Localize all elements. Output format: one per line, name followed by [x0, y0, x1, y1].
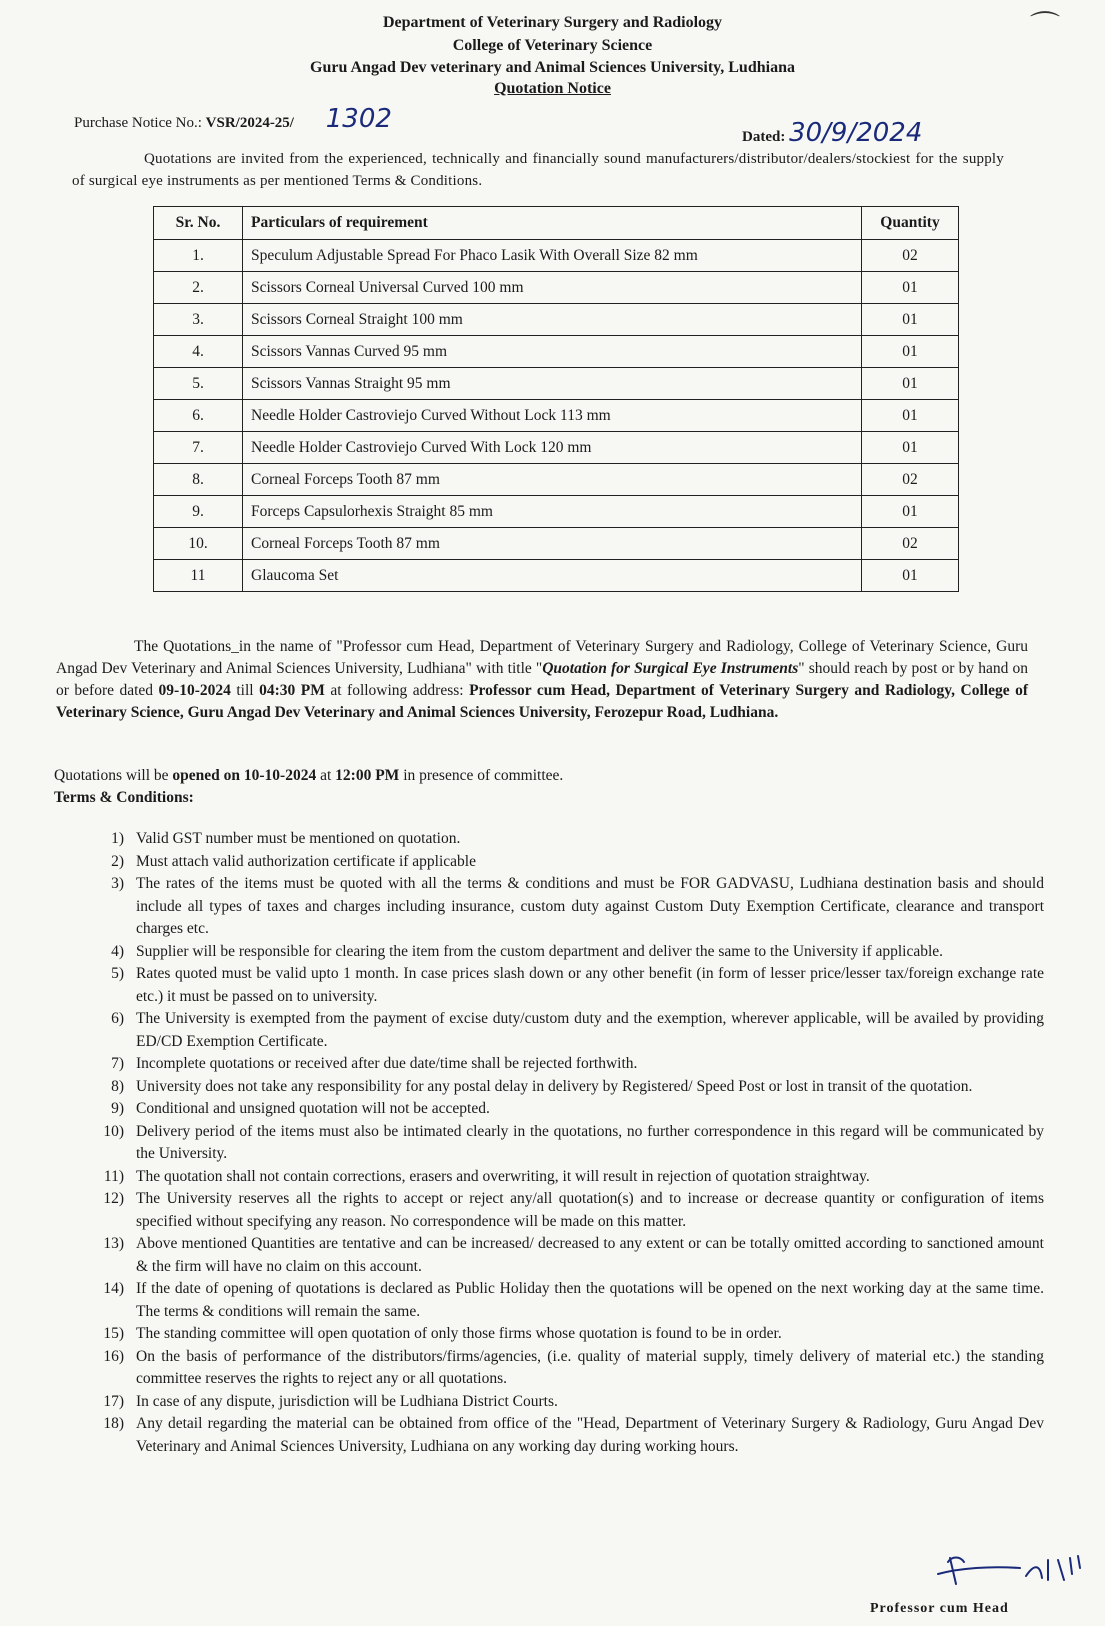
- term-text: Valid GST number must be mentioned on quotation.: [136, 830, 461, 847]
- term-text: The University is exempted from the payment of excise duty/custom duty and the exemption, wherever applicable, will be availed by providing ED/CD Exemption Certificate.: [136, 1010, 1044, 1050]
- row-qty: 01: [862, 560, 959, 592]
- term-text: Any detail regarding the material can be obtained from office of the "Head, Department of Veterinary Surgery & Radiology, Guru Angad Dev Veterinary and Animal Sciences University, Ludhiana on any working day during working hours.: [136, 1415, 1044, 1455]
- row-qty: 02: [862, 528, 959, 560]
- row-qty: 01: [862, 272, 959, 304]
- list-item: [80, 1413, 1044, 1458]
- term-number: 15): [103, 1325, 124, 1342]
- row-sr: 9.: [154, 496, 243, 528]
- purchase-notice-number: [74, 104, 392, 134]
- table-row: [154, 560, 959, 592]
- term-text: In case of any dispute, jurisdiction will be Ludhiana District Courts.: [136, 1392, 558, 1410]
- term-text: On the basis of performance of the distributors/firms/agencies, (i.e. quality of material supply, timely delivery of material etc.) the standing committee reserves the rights to reject any or all quotations.: [136, 1347, 1044, 1387]
- term-text: If the date of opening of quotations is declared as Public Holiday then the quotations will be opened on the next working day at the same time. The terms & conditions will remain the same.: [136, 1280, 1044, 1320]
- opening-pre: Quotations will be: [54, 767, 173, 784]
- term-number: 3): [111, 875, 124, 892]
- list-item: [80, 1166, 1044, 1189]
- notice-prefix: VSR/2024-25/: [205, 115, 294, 131]
- table-row: [154, 400, 959, 432]
- term-number: 12): [103, 1190, 124, 1207]
- opening-time: 12:00 PM: [335, 767, 400, 784]
- row-sr: 7.: [154, 432, 243, 464]
- table-row: [154, 304, 959, 336]
- intro-paragraph: [72, 148, 1004, 192]
- list-item: [80, 828, 1044, 851]
- row-item: Forceps Capsulorhexis Straight 85 mm: [243, 496, 862, 528]
- term-text: Conditional and unsigned quotation will not be accepted.: [136, 1100, 490, 1117]
- row-item: Corneal Forceps Tooth 87 mm: [243, 528, 862, 560]
- term-number: 14): [103, 1280, 124, 1297]
- row-sr: 1.: [154, 240, 243, 272]
- list-item: [80, 1076, 1044, 1099]
- deadline-time: 04:30 PM: [259, 682, 325, 699]
- term-number: 11): [103, 1167, 124, 1185]
- deadline-date: 09-10-2024: [158, 682, 231, 699]
- list-item: [80, 1053, 1044, 1076]
- term-text: The standing committee will open quotation of only those firms whose quotation is found to be in order.: [136, 1325, 782, 1342]
- term-number: 6): [111, 1010, 124, 1027]
- terms-heading: Terms & Conditions:: [54, 789, 194, 806]
- list-item: [80, 1008, 1044, 1053]
- university-name: Guru Angad Dev veterinary and Animal Sciences University, Ludhiana: [310, 59, 795, 76]
- opening-post: in presence of committee.: [399, 767, 564, 784]
- term-text: Delivery period of the items must also be intimated clearly in the quotations, no further correspondence in this regard will be communicated by the University.: [136, 1122, 1044, 1162]
- submission-address: Professor cum Head, Department of Veterinary Surgery and Radiology, College of Veterinary Science, Guru Angad Dev Veterinary and Animal Sciences University, Ferozepur Road, Ludhiana.: [56, 682, 1029, 721]
- notice-label: Purchase Notice No.:: [74, 115, 206, 131]
- list-item: [80, 941, 1044, 964]
- row-item: Needle Holder Castroviejo Curved Without Lock 113 mm: [243, 400, 862, 432]
- term-number: 5): [111, 965, 124, 982]
- row-item: Scissors Corneal Universal Curved 100 mm: [243, 272, 862, 304]
- handwritten-notice-number: 1302: [325, 104, 392, 134]
- table-row: [154, 528, 959, 560]
- term-text: The University reserves all the rights to accept or reject any/all quotation(s) and to increase or decrease quantity or configuration of items specified without specifying any reason. No correspondence will be made on this matter.: [136, 1190, 1044, 1230]
- submission-text-1: The Quotations_in the name of "Professor cum Head, Department of Veterinary Surgery and Radiology, College of Veterinary Science, Guru Angad Dev Veterinary and Animal Sciences University, Ludhiana" with title ": [56, 638, 1028, 677]
- header-sr-no: Sr. No.: [154, 207, 243, 240]
- handwritten-signature: [930, 1538, 1090, 1594]
- list-item: [80, 1346, 1044, 1391]
- row-item: Glaucoma Set: [243, 560, 862, 592]
- list-item: [80, 1121, 1044, 1166]
- corner-pen-mark: ⌒: [1030, 11, 1060, 44]
- row-item: Corneal Forceps Tooth 87 mm: [243, 464, 862, 496]
- submission-paragraph: [56, 636, 1028, 724]
- term-number: 8): [111, 1077, 124, 1095]
- row-qty: 02: [862, 240, 959, 272]
- submission-text-3: till: [230, 682, 260, 699]
- list-item: [80, 963, 1044, 1008]
- table-row: [154, 496, 959, 528]
- dated-label: Dated:: [742, 129, 786, 145]
- row-qty: 02: [862, 464, 959, 496]
- row-qty: 01: [862, 432, 959, 464]
- term-text: The quotation shall not contain corrections, erasers and overwriting, it will result in rejection of quotation straightway.: [136, 1167, 870, 1185]
- college-name: College of Veterinary Science: [452, 37, 653, 54]
- list-item: [80, 1323, 1044, 1346]
- list-item: [80, 1278, 1044, 1323]
- notice-heading: Quotation Notice: [494, 80, 611, 97]
- list-item: [80, 851, 1044, 874]
- table-row: [154, 464, 959, 496]
- opening-statement: [54, 767, 563, 785]
- term-number: 10): [103, 1122, 124, 1140]
- row-item: Needle Holder Castroviejo Curved With Lock 120 mm: [243, 432, 862, 464]
- term-number: 17): [103, 1392, 124, 1410]
- handwritten-date: 30/9/2024: [789, 118, 923, 148]
- row-sr: 6.: [154, 400, 243, 432]
- term-text: The rates of the items must be quoted with all the terms & conditions and must be FOR GADVASU, Ludhiana destination basis and should include all types of taxes and charges including insurance, custom duty against Custom Duty Exemption Certificate, clearance and transport charges etc.: [136, 875, 1044, 937]
- term-text: Incomplete quotations or received after due date/time shall be rejected forthwith.: [136, 1055, 638, 1072]
- row-qty: 01: [862, 368, 959, 400]
- signatory-title: Professor cum Head: [870, 1601, 1009, 1616]
- row-sr: 2.: [154, 272, 243, 304]
- quotation-title: Quotation for Surgical Eye Instruments: [542, 660, 799, 677]
- table-row: [154, 336, 959, 368]
- notice-heading-wrap: [0, 80, 1105, 98]
- header-quantity: Quantity: [862, 207, 959, 240]
- term-number: 7): [111, 1055, 124, 1072]
- term-number: 18): [103, 1415, 124, 1432]
- row-sr: 5.: [154, 368, 243, 400]
- term-text: Supplier will be responsible for clearing the item from the custom department and deliver the same to the University if applicable.: [136, 942, 944, 960]
- opening-mid: at: [316, 767, 336, 784]
- row-item: Scissors Vannas Curved 95 mm: [243, 336, 862, 368]
- term-text: Rates quoted must be valid upto 1 month. In case prices slash down or any other benefit (in form of lesser price/lesser tax/foreign exchange rate etc.) it must be passed on to university.: [136, 965, 1044, 1005]
- list-item: [80, 1188, 1044, 1233]
- list-item: [80, 1233, 1044, 1278]
- list-item: [80, 1391, 1044, 1414]
- row-item: Scissors Vannas Straight 95 mm: [243, 368, 862, 400]
- row-sr: 8.: [154, 464, 243, 496]
- term-number: 1): [111, 830, 124, 847]
- row-item: Speculum Adjustable Spread For Phaco Lasik With Overall Size 82 mm: [243, 240, 862, 272]
- table-row: [154, 272, 959, 304]
- row-qty: 01: [862, 400, 959, 432]
- list-item: [80, 1098, 1044, 1121]
- term-text: Must attach valid authorization certificate if applicable: [136, 852, 476, 870]
- submission-text-2: " should reach by post or by hand on or before dated: [56, 660, 1028, 699]
- row-sr: 10.: [154, 528, 243, 560]
- row-qty: 01: [862, 336, 959, 368]
- table-header-row: [154, 207, 959, 240]
- requirements-table: [153, 206, 959, 592]
- row-sr: 11: [154, 560, 243, 592]
- term-text: Above mentioned Quantities are tentative and can be increased/ decreased to any extent or can be totally omitted according to sanctioned amount & the firm will have no claim on this account.: [136, 1235, 1044, 1275]
- terms-list: [80, 828, 1044, 1458]
- term-number: 4): [111, 942, 124, 960]
- table-row: [154, 368, 959, 400]
- table-row: [154, 240, 959, 272]
- notice-date: [742, 118, 922, 148]
- submission-text-4: at following address:: [324, 682, 470, 699]
- list-item: [80, 873, 1044, 941]
- row-qty: 01: [862, 496, 959, 528]
- table-row: [154, 432, 959, 464]
- term-text: University does not take any responsibility for any postal delay in delivery by Registered/ Speed Post or lost in transit of the quotation.: [136, 1077, 973, 1095]
- header-particulars: Particulars of requirement: [243, 207, 862, 240]
- term-number: 13): [103, 1235, 124, 1252]
- row-sr: 4.: [154, 336, 243, 368]
- opening-date: opened on 10-10-2024: [172, 767, 317, 784]
- term-number: 9): [111, 1100, 124, 1117]
- row-item: Scissors Corneal Straight 100 mm: [243, 304, 862, 336]
- term-number: 16): [103, 1347, 124, 1365]
- department-name: Department of Veterinary Surgery and Radiology: [382, 14, 723, 31]
- row-qty: 01: [862, 304, 959, 336]
- intro-text: Quotations are invited from the experienced, technically and financially sound manufacturers/distributor/dealers/stockiest for the supply of surgical eye instruments as per mentioned Terms & Conditions.: [72, 151, 1004, 189]
- row-sr: 3.: [154, 304, 243, 336]
- term-number: 2): [111, 852, 124, 870]
